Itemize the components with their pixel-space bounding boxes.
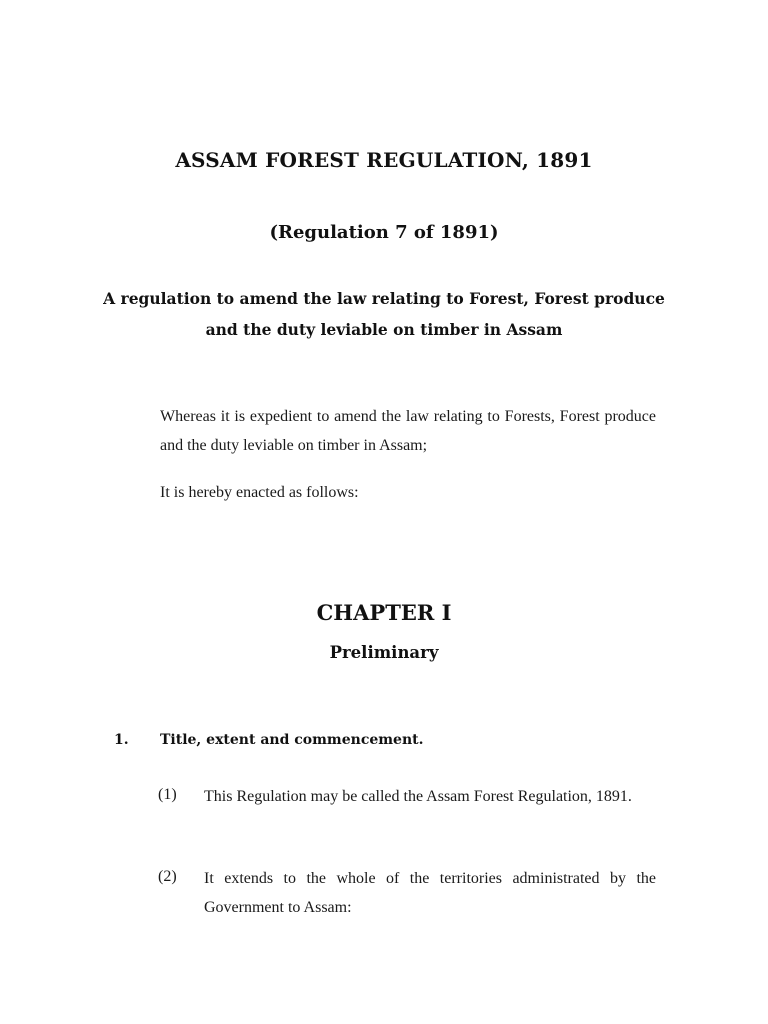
clause-number: (1)	[158, 786, 177, 803]
regulation-number: (Regulation 7 of 1891)	[269, 222, 499, 243]
chapter-heading: CHAPTER I	[316, 600, 452, 625]
long-title: A regulation to amend the law relating to Forest, Forest produce and the duty leviable on timber in Assam	[103, 289, 665, 339]
preamble: Whereas it is expedient to amend the law relating to Forests, Forest produce and the duty leviable on timber in Assam;	[160, 408, 656, 454]
clause-text: It extends to the whole of the territories administrated by the Government to Assam:	[204, 870, 656, 916]
document-title: ASSAM FOREST REGULATION, 1891	[175, 148, 593, 172]
section-number: 1.	[114, 732, 129, 748]
enacting-clause: It is hereby enacted as follows:	[160, 484, 359, 501]
clause-text: This Regulation may be called the Assam Forest Regulation, 1891.	[204, 788, 632, 805]
chapter-subheading: Preliminary	[329, 643, 439, 662]
section-heading: Title, extent and commencement.	[160, 732, 424, 748]
clause-number: (2)	[158, 868, 177, 885]
